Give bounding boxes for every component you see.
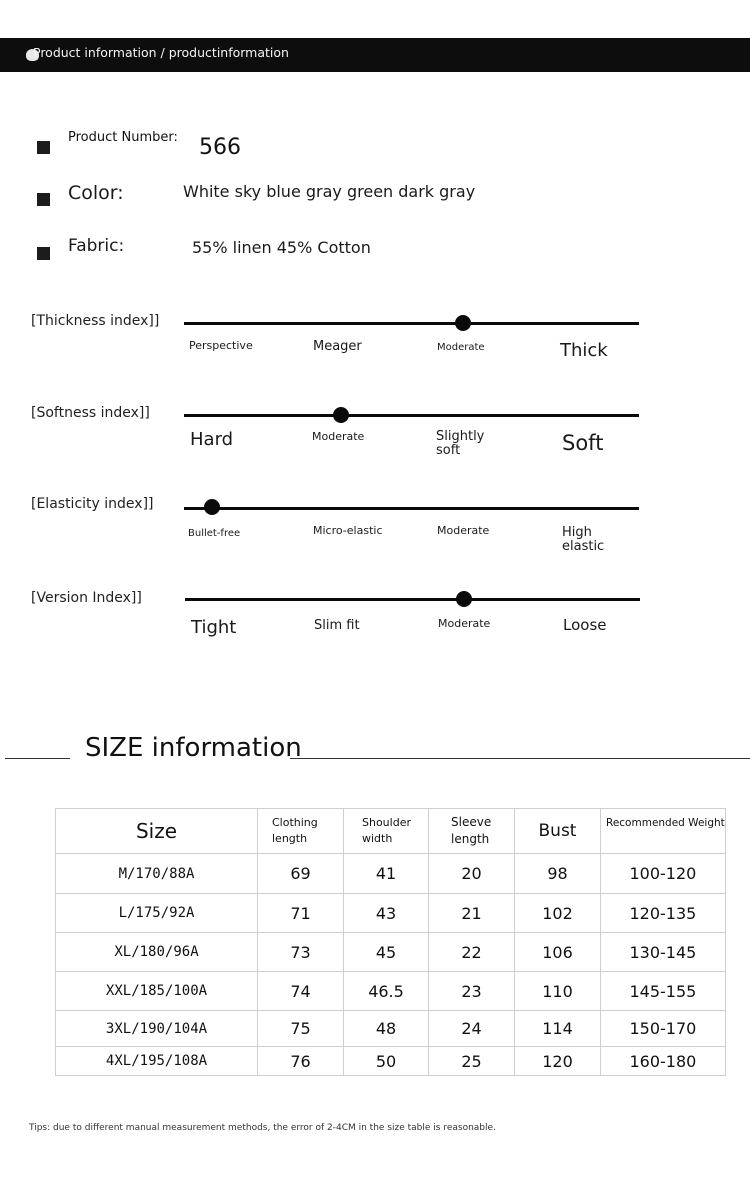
- value-cell: 106: [515, 933, 601, 972]
- thickness-scale-track: [184, 322, 639, 325]
- version-option: Slim fit: [314, 618, 360, 633]
- value-cell: 46.5: [344, 972, 429, 1011]
- value-cell: 22: [429, 933, 515, 972]
- softness-option: Moderate: [312, 430, 365, 443]
- value-cell: 69: [258, 854, 344, 894]
- product-number-value: 566: [199, 135, 241, 160]
- header-bar: [0, 38, 750, 72]
- table-row: [56, 972, 726, 1011]
- value-cell: 160-180: [601, 1047, 726, 1076]
- fabric-value: 55% linen 45% Cotton: [192, 238, 371, 257]
- value-cell: 41: [344, 854, 429, 894]
- version-option: Loose: [563, 616, 607, 634]
- table-row: [56, 854, 726, 894]
- version-option: Tight: [191, 617, 237, 638]
- square-bullet-icon: [37, 141, 50, 154]
- value-cell: 110: [515, 972, 601, 1011]
- size-section-title: SIZE information: [85, 733, 302, 763]
- thickness-index-title: [Thickness index]]: [31, 313, 160, 329]
- size-title-rule-right: [290, 758, 750, 759]
- elasticity-option: Bullet-free: [188, 528, 241, 539]
- softness-index-title: [Softness index]]: [31, 405, 150, 421]
- value-cell: 76: [258, 1047, 344, 1076]
- size-cell: M/170/88A: [56, 854, 258, 894]
- thickness-option: Moderate: [437, 342, 485, 353]
- table-row: [56, 933, 726, 972]
- version-option: Moderate: [438, 617, 491, 630]
- table-row: [56, 1047, 726, 1076]
- value-cell: 23: [429, 972, 515, 1011]
- size-cell: 3XL/190/104A: [56, 1011, 258, 1047]
- size-cell: XL/180/96A: [56, 933, 258, 972]
- elasticity-option: Micro-elastic: [313, 524, 383, 537]
- square-bullet-icon: [37, 247, 50, 260]
- product-number-label: Product Number:: [68, 130, 178, 145]
- table-header-sleeve-length: [429, 809, 515, 854]
- tips-note: Tips: due to different manual measurement methods, the error of 2-4CM in the size table is reasonable.: [29, 1123, 496, 1133]
- size-cell: L/175/92A: [56, 894, 258, 933]
- size-cell: 4XL/195/108A: [56, 1047, 258, 1076]
- softness-option: Soft: [562, 431, 604, 455]
- value-cell: 73: [258, 933, 344, 972]
- value-cell: 114: [515, 1011, 601, 1047]
- header-text: Clothing length: [272, 816, 318, 845]
- table-row: [56, 894, 726, 933]
- color-label: Color:: [68, 182, 124, 204]
- value-cell: 74: [258, 972, 344, 1011]
- value-cell: 20: [429, 854, 515, 894]
- value-cell: 45: [344, 933, 429, 972]
- value-cell: 100-120: [601, 854, 726, 894]
- table-header-clothing-length: [258, 809, 344, 854]
- thickness-option: Perspective: [189, 339, 253, 352]
- value-cell: 48: [344, 1011, 429, 1047]
- table-header-shoulder-width: [344, 809, 429, 854]
- value-cell: 24: [429, 1011, 515, 1047]
- softness-scale-track: [184, 414, 639, 417]
- fabric-label: Fabric:: [68, 236, 125, 256]
- value-cell: 21: [429, 894, 515, 933]
- elasticity-option: High elastic: [562, 525, 605, 555]
- table-row: [56, 1011, 726, 1047]
- square-bullet-icon: [37, 193, 50, 206]
- color-value: White sky blue gray green dark gray: [183, 182, 476, 201]
- value-cell: 120: [515, 1047, 601, 1076]
- version-index-title: [Version Index]]: [31, 590, 142, 606]
- size-table: [55, 808, 726, 1076]
- header-text: Sleeve length: [451, 814, 492, 846]
- value-cell: 25: [429, 1047, 515, 1076]
- elasticity-option: Moderate: [437, 524, 490, 537]
- value-cell: 43: [344, 894, 429, 933]
- softness-option: Slightly soft: [436, 429, 485, 459]
- value-cell: 71: [258, 894, 344, 933]
- value-cell: 130-145: [601, 933, 726, 972]
- elasticity-selected-dot: [204, 499, 220, 515]
- value-cell: 50: [344, 1047, 429, 1076]
- table-header-size: Size: [56, 809, 258, 854]
- thickness-option: Meager: [313, 339, 362, 354]
- value-cell: 98: [515, 854, 601, 894]
- value-cell: 150-170: [601, 1011, 726, 1047]
- value-cell: 120-135: [601, 894, 726, 933]
- value-cell: 145-155: [601, 972, 726, 1011]
- thickness-option: Thick: [560, 340, 608, 361]
- softness-selected-dot: [333, 407, 349, 423]
- thickness-selected-dot: [455, 315, 471, 331]
- table-header-bust: Bust: [515, 809, 601, 854]
- size-title-rule-left: [5, 758, 70, 759]
- value-cell: 102: [515, 894, 601, 933]
- header-title: Product information / productinformation: [33, 45, 289, 60]
- elasticity-index-title: [Elasticity index]]: [31, 496, 154, 512]
- version-scale-track: [185, 598, 640, 601]
- table-header-recommended-weight: Recommended Weight: [601, 809, 726, 854]
- value-cell: 75: [258, 1011, 344, 1047]
- size-cell: XXL/185/100A: [56, 972, 258, 1011]
- header-text: Shoulder width: [362, 816, 411, 845]
- version-selected-dot: [456, 591, 472, 607]
- softness-option: Hard: [190, 429, 234, 450]
- elasticity-scale-track: [184, 507, 639, 510]
